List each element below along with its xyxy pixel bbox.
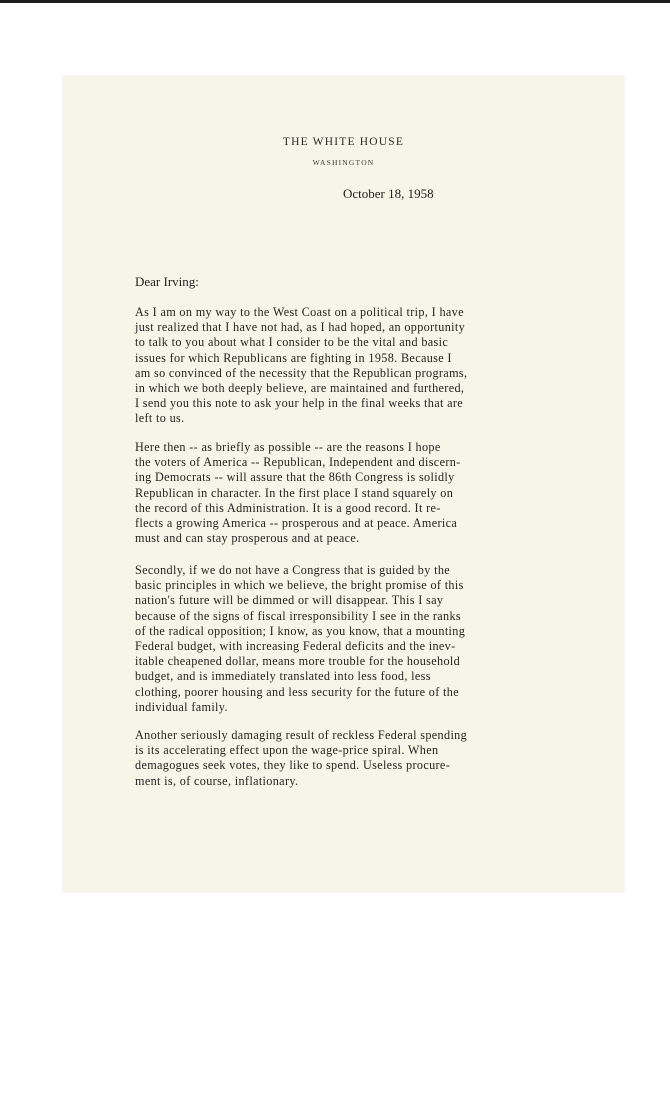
paragraph-line: in which we both deeply believe, are maintained and furthered, bbox=[135, 381, 465, 396]
paragraph-line: the record of this Administration. It is a good record. It re- bbox=[135, 500, 441, 515]
paragraph-line: to talk to you about what I consider to be the vital and basic bbox=[135, 335, 449, 350]
paragraph-line: left to us. bbox=[135, 411, 185, 426]
paragraph-line: basic principles in which we believe, the bright promise of this bbox=[135, 578, 464, 593]
paragraph-line: must and can stay prosperous and at peace. bbox=[135, 531, 360, 546]
scan-top-edge bbox=[0, 0, 670, 3]
salutation: Dear Irving: bbox=[135, 274, 199, 289]
paragraph-line: because of the signs of fiscal irresponsibility I see in the ranks bbox=[135, 608, 462, 623]
paragraph-line: the voters of America -- Republican, Independent and discern- bbox=[135, 455, 461, 470]
paragraph-line: individual family. bbox=[135, 699, 228, 714]
paragraph-line: demagogues seek votes, they like to spend. Useless procure- bbox=[135, 758, 451, 773]
paragraph-line: itable cheapened dollar, means more trouble for the household bbox=[135, 654, 461, 669]
paragraph-line: issues for which Republicans are fighting in 1958. Because I bbox=[135, 350, 452, 365]
paragraph-line: Here then -- as briefly as possible -- are the reasons I hope bbox=[135, 440, 441, 454]
paragraph-line: Secondly, if we do not have a Congress that is guided by the bbox=[135, 563, 451, 577]
paragraph-line: Federal budget, with increasing Federal deficits and the inev- bbox=[135, 639, 456, 654]
letterhead-title: THE WHITE HOUSE bbox=[282, 136, 405, 148]
paragraph-line: flects a growing America -- prosperous and at peace. America bbox=[135, 516, 458, 531]
paragraph-line: I send you this note to ask your help in the final weeks that are bbox=[135, 396, 464, 411]
paragraph-line: am so convinced of the necessity that the Republican programs, bbox=[135, 365, 468, 380]
paragraph-line: ment is, of course, inflationary. bbox=[135, 773, 299, 788]
paragraph-line: As I am on my way to the West Coast on a political trip, I have bbox=[135, 305, 464, 319]
paragraph-3 bbox=[135, 563, 565, 715]
paragraph-line: just realized that I have not had, as I had hoped, an opportunity bbox=[135, 320, 466, 335]
paragraph-2 bbox=[135, 440, 565, 546]
paragraph-1 bbox=[135, 305, 565, 427]
letterhead-subtitle: WASHINGTON bbox=[312, 158, 375, 167]
paragraph-line: Republican in character. In the first place I stand squarely on bbox=[135, 485, 454, 500]
paragraph-line: Another seriously damaging result of reckless Federal spending bbox=[135, 728, 468, 742]
paragraph-line: nation's future will be dimmed or will disappear. This I say bbox=[135, 593, 444, 608]
letter-page bbox=[63, 76, 624, 892]
paragraph-line: budget, and is immediately translated into less food, less bbox=[135, 669, 431, 684]
paragraph-line: clothing, poorer housing and less security for the future of the bbox=[135, 684, 459, 699]
paragraph-line: is its accelerating effect upon the wage-price spiral. When bbox=[135, 743, 439, 758]
paragraph-line: ing Democrats -- will assure that the 86th Congress is solidly bbox=[135, 470, 455, 485]
letter-date: October 18, 1958 bbox=[343, 186, 434, 201]
paragraph-line: of the radical opposition; I know, as you know, that a mounting bbox=[135, 623, 466, 638]
paragraph-4 bbox=[135, 728, 565, 789]
